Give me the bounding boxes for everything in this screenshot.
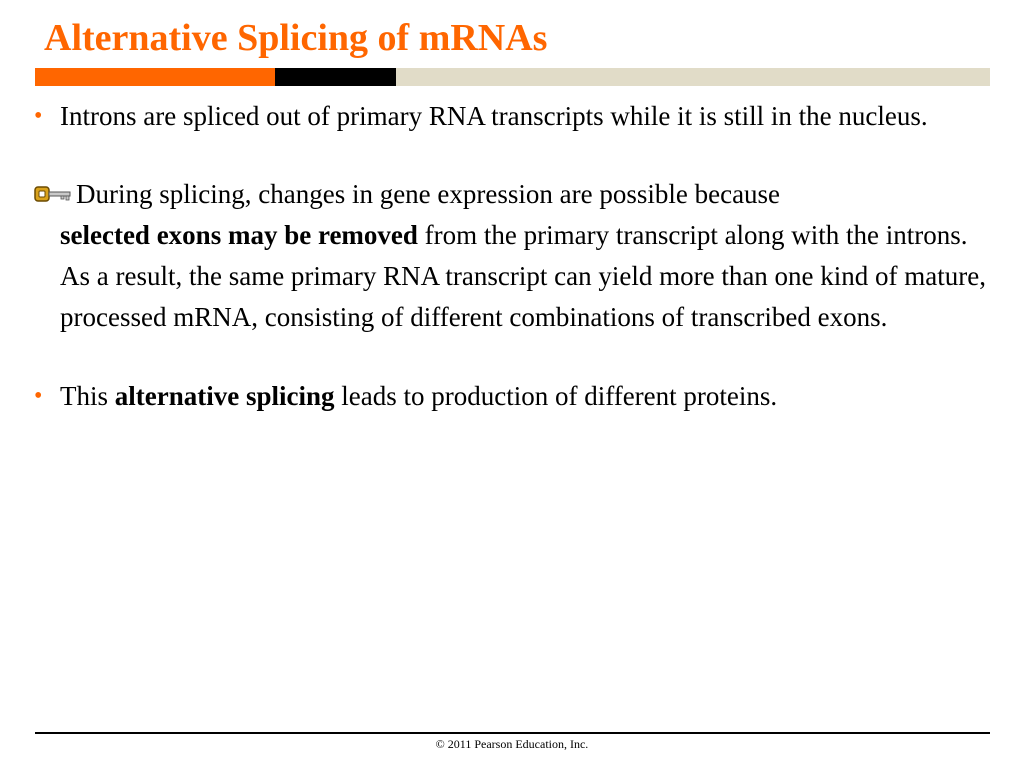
slide-title: Alternative Splicing of mRNAs — [44, 17, 548, 59]
key-icon — [34, 185, 72, 203]
bullet-splicing-changes — [34, 174, 994, 338]
title-bar-black-segment — [275, 68, 396, 86]
footer-divider — [35, 732, 990, 734]
bullet-alternative-splicing — [34, 376, 994, 417]
bullet-text-rest: leads to production of different proteins. — [334, 381, 778, 411]
bullet-marker: • — [34, 103, 43, 129]
bullet-marker: • — [34, 383, 43, 409]
footer-copyright: © 2011 Pearson Education, Inc. — [435, 737, 589, 751]
bullet-text-rest: from the primary transcript along with the introns. As a result, the same primary RNA transcript can yield more than one kind of mature, processed mRNA, consisting of different combinations of transcribed exons. — [60, 220, 986, 332]
bullet-bold-phrase: selected exons may be removed — [60, 220, 418, 250]
bullet-text: Introns are spliced out of primary RNA transcripts while it is still in the nucleus. — [60, 101, 928, 131]
title-bar-beige-segment — [396, 68, 990, 86]
bullet-text-lead: During splicing, changes in gene expression are possible because — [76, 179, 781, 209]
bullet-bold-phrase: alternative splicing — [114, 381, 335, 411]
bullet-introns — [34, 96, 994, 137]
key-line-lead — [34, 179, 780, 209]
bullet-text-lead: This — [60, 381, 115, 411]
slide-content — [34, 96, 994, 417]
title-bar-orange-segment — [35, 68, 275, 86]
